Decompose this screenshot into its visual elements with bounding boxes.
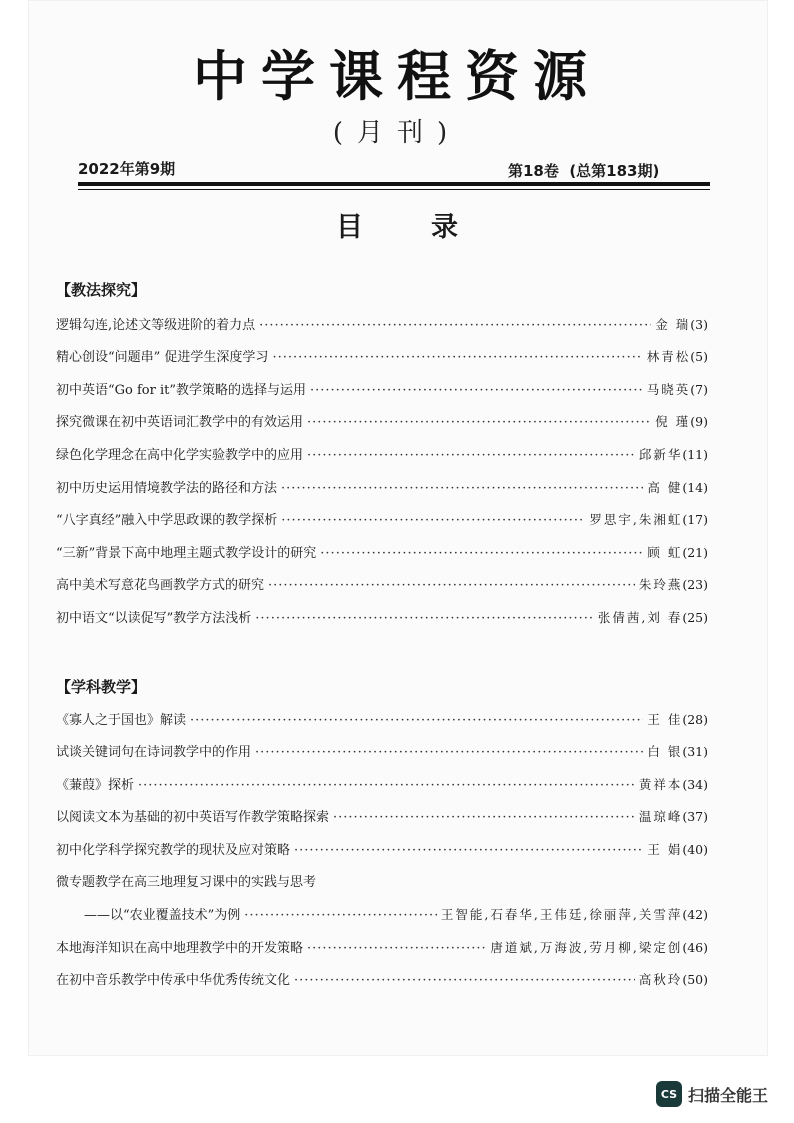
- entry-page: (7): [690, 382, 708, 397]
- entry-title: 高中美术写意花鸟画教学方式的研究: [56, 578, 265, 593]
- toc-entry[interactable]: [56, 773, 708, 797]
- entry-page: (11): [682, 447, 708, 462]
- entry-page: (28): [682, 712, 708, 727]
- entry-author: 邱新华: [638, 447, 683, 462]
- entry-title: 初中历史运用情境教学法的路径和方法: [56, 481, 278, 496]
- issue-number: 2022年第9期: [78, 160, 176, 178]
- entry-author: 温琼峰: [638, 809, 683, 824]
- toc-entry[interactable]: [56, 968, 708, 992]
- header-rule-thick: [78, 182, 710, 186]
- entry-author: 高 健: [647, 480, 683, 495]
- leader-dots: [190, 709, 643, 733]
- toc-entry[interactable]: [56, 838, 708, 862]
- entry-title: 初中语文“以读促写”教学方法浅析: [56, 611, 252, 626]
- entry-page: (37): [682, 809, 708, 824]
- leader-dots: [310, 379, 643, 403]
- toc-entry[interactable]: [56, 936, 708, 960]
- leader-dots: [281, 509, 585, 533]
- leader-dots: [255, 741, 643, 765]
- entry-page: (17): [682, 512, 708, 527]
- entry-title: 探究微课在初中英语词汇教学中的有效运用: [56, 415, 304, 430]
- entry-title: 试谈关键词句在诗词教学中的作用: [56, 745, 252, 760]
- entry-page: (31): [682, 744, 708, 759]
- leader-dots: [333, 806, 635, 830]
- entry-author: 唐道斌,万海波,劳月柳,梁定创: [490, 940, 683, 955]
- section-title: 【教法探究】: [56, 281, 147, 299]
- entry-author: 王 佳: [647, 712, 683, 727]
- leader-dots: [307, 444, 635, 468]
- entry-author: 高秋玲: [638, 972, 683, 987]
- entry-title: 本地海洋知识在高中地理教学中的开发策略: [56, 941, 304, 956]
- section-header-1: [56, 278, 146, 302]
- toc-entry-subtitle[interactable]: [84, 903, 708, 927]
- entry-title: 微专题教学在高三地理复习课中的实践与思考: [56, 875, 317, 890]
- entry-author: 林青松: [646, 349, 691, 364]
- entry-title: 逻辑勾连,论述文等级进阶的着力点: [56, 318, 256, 333]
- entry-page: (5): [690, 349, 708, 364]
- scanner-watermark: [656, 1080, 768, 1108]
- entry-author: 白 银: [647, 744, 683, 759]
- section-header-2: [56, 675, 146, 699]
- leader-dots: [259, 314, 651, 338]
- entry-title: 初中英语“Go for it”教学策略的选择与运用: [56, 383, 307, 398]
- header-rule-thin: [78, 189, 710, 190]
- toc-entry[interactable]: [56, 740, 708, 764]
- toc-entry[interactable]: [56, 378, 708, 402]
- entry-author: 马晓英: [646, 382, 691, 397]
- toc-entry[interactable]: [56, 606, 708, 630]
- toc-entry[interactable]: [56, 410, 708, 434]
- toc-entry[interactable]: [56, 541, 708, 565]
- entry-author: 顾 虹: [647, 545, 683, 560]
- entry-page: (14): [682, 480, 708, 495]
- entry-page: (3): [690, 317, 708, 332]
- leader-dots: [138, 774, 635, 798]
- toc-entry[interactable]: [56, 345, 708, 369]
- entry-page: (50): [682, 972, 708, 987]
- entry-page: (21): [682, 545, 708, 560]
- entry-title: 以阅读文本为基础的初中英语写作教学策略探索: [56, 810, 330, 825]
- toc-entry[interactable]: [56, 573, 708, 597]
- entry-title: 在初中音乐教学中传承中华优秀传统文化: [56, 973, 291, 988]
- toc-entry[interactable]: [56, 708, 708, 732]
- leader-dots: [268, 574, 635, 598]
- toc-entry[interactable]: [56, 476, 708, 500]
- leader-dots: [320, 542, 643, 566]
- journal-frequency: (月刊): [332, 118, 462, 148]
- entry-page: (25): [682, 610, 708, 625]
- entry-title: 初中化学科学探究教学的现状及应对策略: [56, 843, 291, 858]
- toc-entry[interactable]: [56, 313, 708, 337]
- entry-author: 朱玲燕: [638, 577, 683, 592]
- entry-title: ——以“农业覆盖技术”为例: [84, 908, 241, 923]
- leader-dots: [281, 477, 643, 501]
- entry-author: 张倩茜,刘 春: [597, 610, 683, 625]
- entry-title: “八字真经”融入中学思政课的教学探析: [56, 513, 278, 528]
- section-title: 【学科教学】: [56, 678, 147, 696]
- leader-dots: [294, 969, 635, 993]
- entry-title: “三新”背景下高中地理主题式教学设计的研究: [56, 546, 317, 561]
- entry-author: 罗思宇,朱湘虹: [589, 512, 683, 527]
- entry-author: 金 瑞: [655, 317, 691, 332]
- entry-page: (23): [682, 577, 708, 592]
- entry-author: 王 娟: [647, 842, 683, 857]
- entry-author: 王智能,石春华,王伟廷,徐丽萍,关雪萍: [440, 907, 683, 922]
- toc-entry[interactable]: [56, 871, 708, 895]
- entry-title: 《寡人之于国也》解读: [56, 713, 187, 728]
- entry-page: (46): [682, 940, 708, 955]
- leader-dots: [255, 607, 594, 631]
- leader-dots: [307, 411, 651, 435]
- toc-entry[interactable]: [56, 443, 708, 467]
- journal-title: 中学课程资源: [193, 44, 601, 108]
- toc-title: 目录: [336, 212, 526, 243]
- watermark-label: 扫描全能王: [688, 1085, 769, 1105]
- leader-dots: [272, 346, 642, 370]
- toc-entry[interactable]: [56, 805, 708, 829]
- entry-title: 精心创设“问题串” 促进学生深度学习: [56, 350, 269, 365]
- entry-author: 黄祥本: [638, 777, 683, 792]
- entry-title: 《蒹葭》探析: [56, 778, 135, 793]
- leader-dots: [307, 937, 486, 961]
- leader-dots: [294, 839, 643, 863]
- entry-page: (9): [690, 414, 708, 429]
- entry-title: 绿色化学理念在高中化学实验教学中的应用: [56, 448, 304, 463]
- entry-author: 倪 瑾: [655, 414, 691, 429]
- leader-dots: [244, 904, 437, 928]
- toc-entry[interactable]: [56, 508, 708, 532]
- entry-page: (42): [682, 907, 708, 922]
- entry-page: (40): [682, 842, 708, 857]
- entry-page: (34): [682, 777, 708, 792]
- camscanner-logo-icon: CS: [656, 1081, 682, 1107]
- volume-number: 第18卷 (总第183期): [508, 162, 660, 180]
